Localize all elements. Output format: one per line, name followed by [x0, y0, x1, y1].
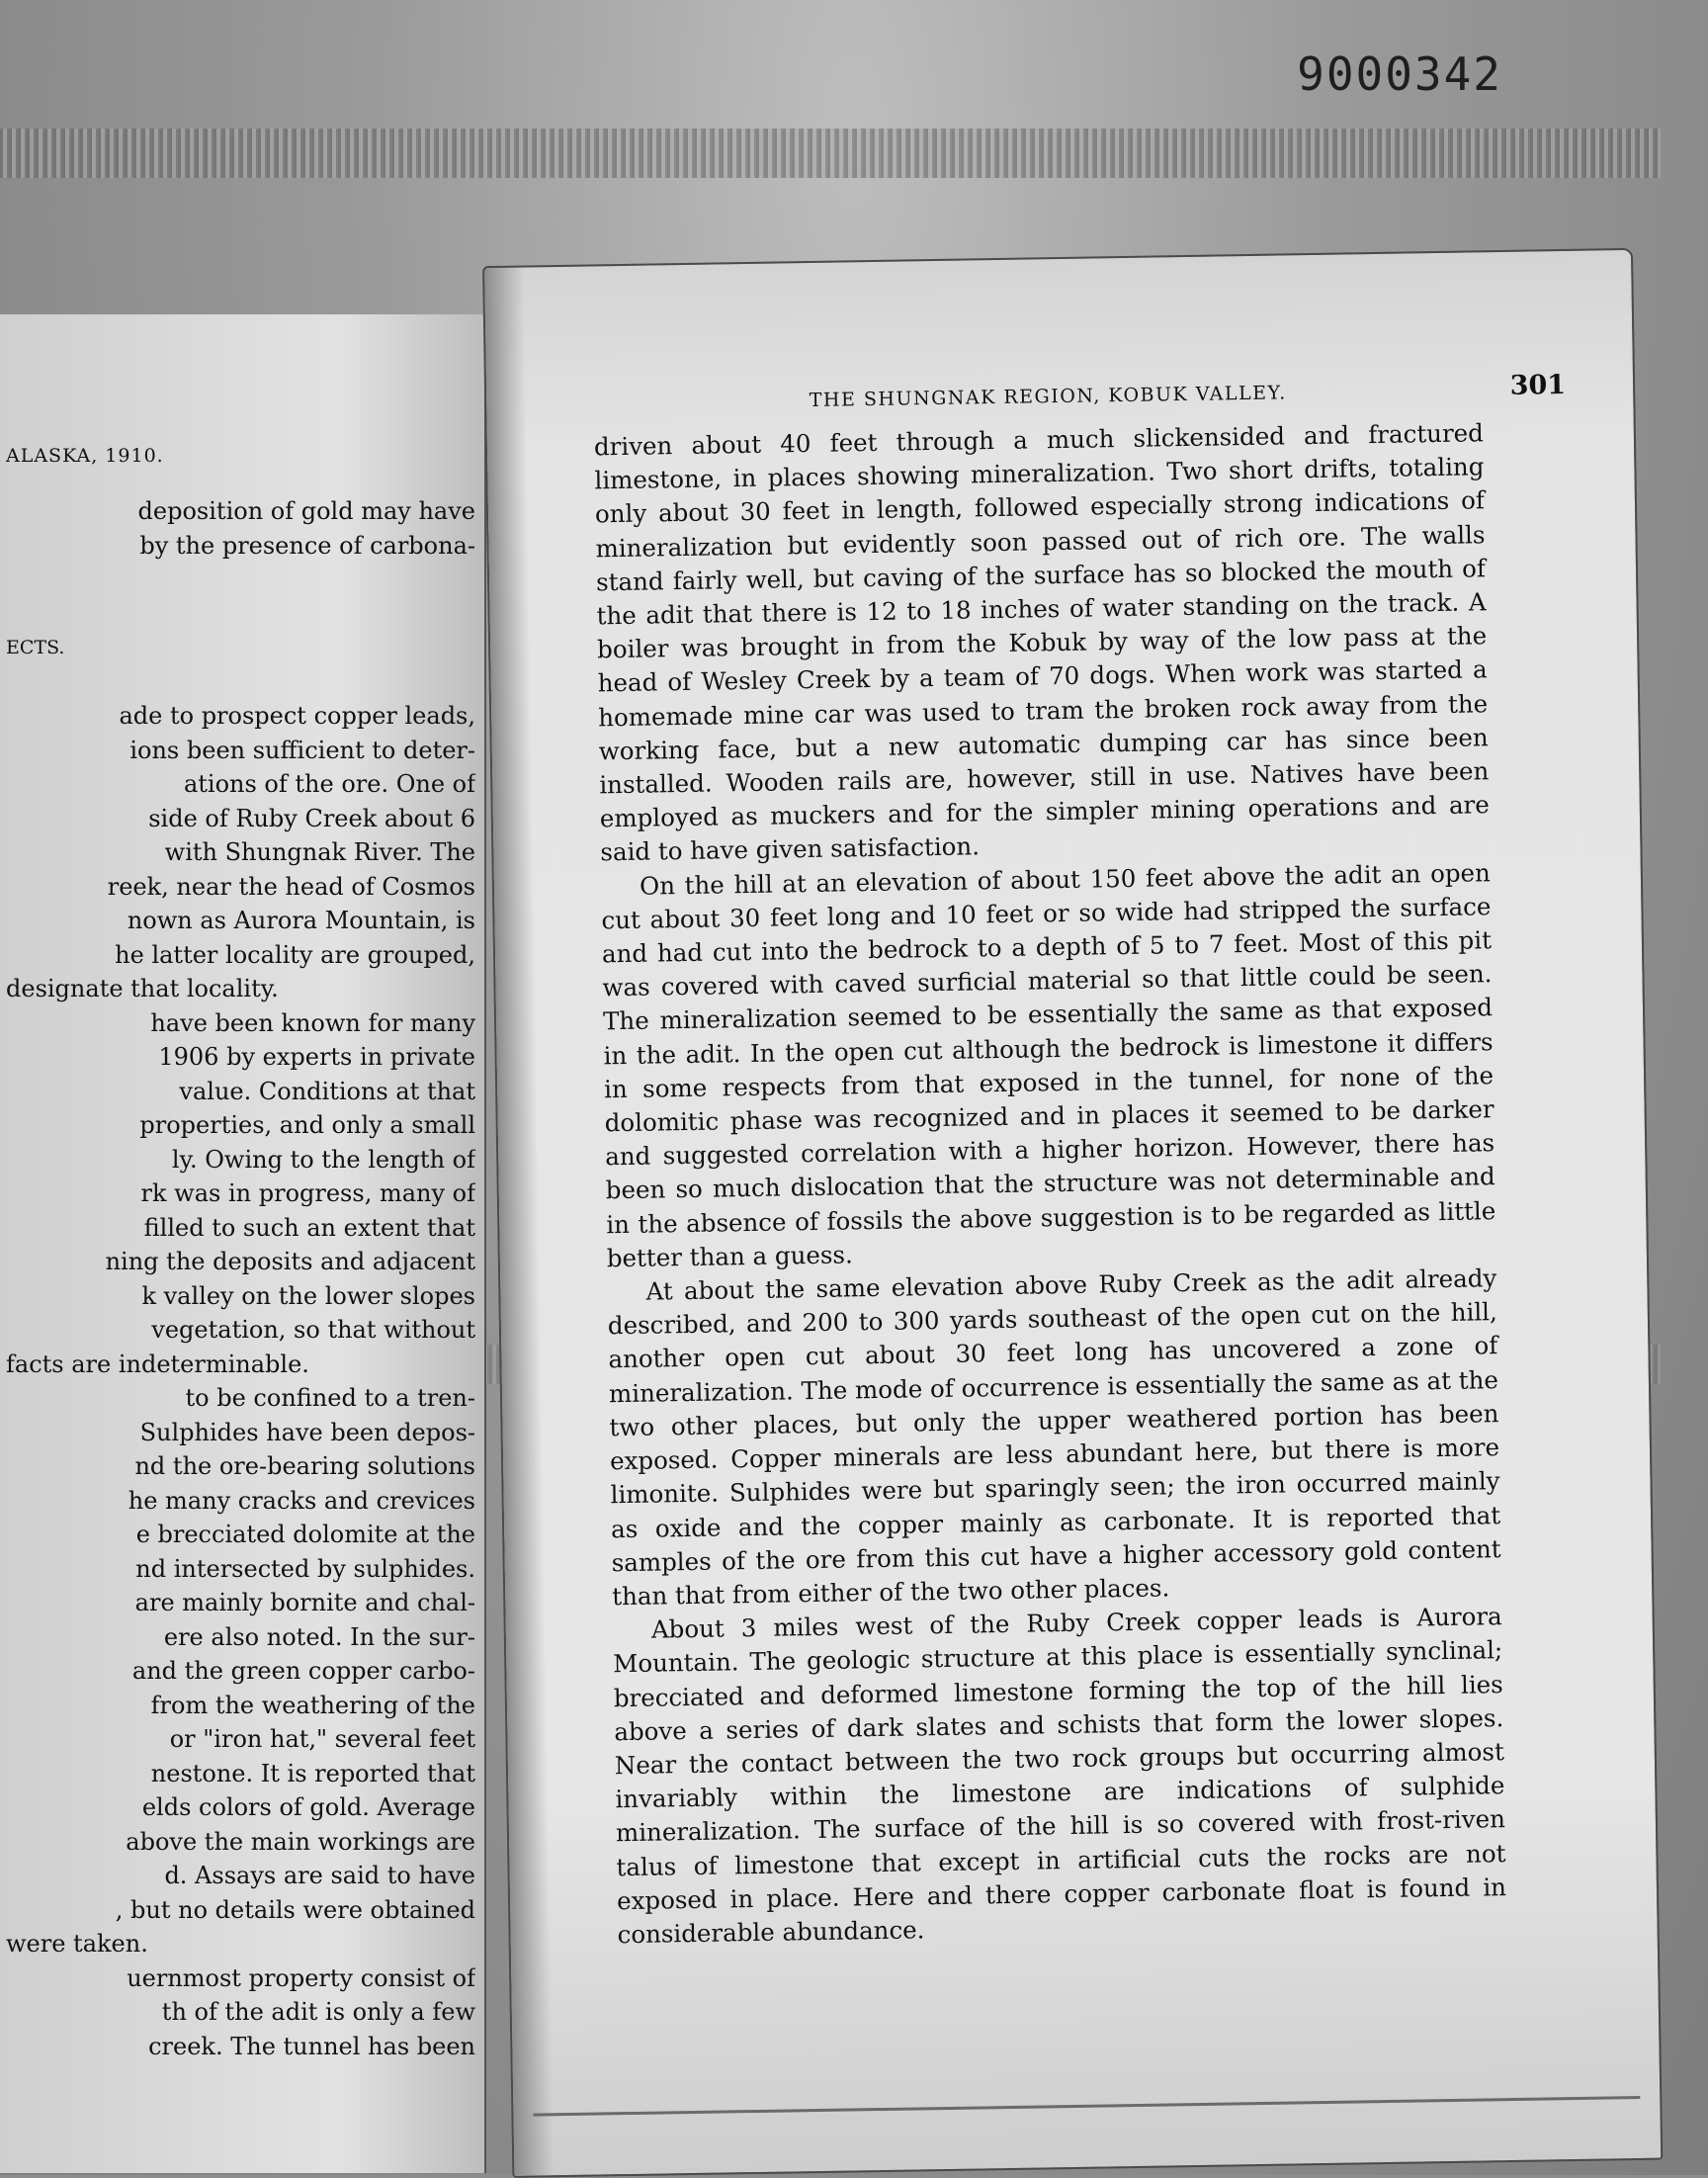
page-edge — [533, 2096, 1640, 2117]
text-line — [6, 597, 475, 632]
text-line: from the weathering of the — [150, 1691, 475, 1719]
paragraph: On the hill at an elevation of about 150 feet above the adit an open cut about 30 feet long and 10 feet or so wide had stripped the surface and had cut into the bedrock to a depth of 5 to 7 feet. Most of this pit was covered with caved surficial material so that little could be seen. The mineralization seemed to be essentially the same as that exposed in the adit. In the open cut although the bedrock is limestone it differs in some respects from that exposed in the tunnel, for none of the dolomitic phase was recognized and in places it seemed to be darker and suggested correlation with a higher horizon. However, there has been so much dislocation that the structure was not determinable and in the absence of fossils the above suggestion is to be regarded as little better than a guess. — [601, 857, 1496, 1273]
paragraph: At about the same elevation above Ruby Creek as the adit already described, and 200 to 300 yards southeast of the open cut on the hill, another open cut about 30 feet long has uncovered a zone of mineralization. The mode of occurrence is essentially the same as at the two other places, but only the upper weathered portion has been exposed. Copper minerals are less abundant here, but there is more limonite. Sulphides were but sparingly seen; the iron occurred mainly as oxide and the copper mainly as carbonate. It is reported that samples of the ore from this cut have a higher accessory gold content than that from either of the two other places. — [607, 1263, 1501, 1612]
text-line: 1906 by experts in private — [158, 1043, 475, 1071]
text-line: value. Conditions at that — [179, 1077, 475, 1105]
text-line: rk was in progress, many of — [140, 1179, 475, 1207]
text-line: with Shungnak River. The — [164, 838, 475, 866]
text-line: nown as Aurora Mountain, is — [127, 907, 475, 934]
text-line: Sulphides have been depos- — [139, 1418, 475, 1446]
left-page-text — [6, 494, 475, 2063]
text-line: reek, near the head of Cosmos — [107, 872, 475, 901]
text-line: ECTS. — [6, 637, 65, 658]
text-line — [6, 563, 475, 597]
text-line: properties, and only a small — [139, 1111, 475, 1139]
text-line: nestone. It is reported that — [150, 1759, 475, 1787]
text-line: ade to prospect copper leads, — [119, 702, 475, 730]
paragraph: About 3 miles west of the Ruby Creek copper leads is Aurora Mountain. The geologic structure at this place is essentially synclinal; brecciated and deformed limestone forming the top of the hill lies above a series of dark slates and schists that form the lower slopes. Near the contact between the two rock groups but occurring almost invariably within the limestone are indications of sulphide mineralization. The surface of the hill is so covered with frost-riven talus of limestone that except in artificial cuts the rocks are not exposed in place. Here and there copper carbonate float is found in considerable abundance. — [613, 1602, 1507, 1950]
right-page — [482, 248, 1663, 2178]
text-line: filled to such an extent that — [143, 1213, 475, 1242]
text-line: and the green copper carbo- — [131, 1657, 475, 1685]
text-line: ly. Owing to the length of — [171, 1145, 475, 1174]
text-line: designate that locality. — [6, 975, 279, 1002]
left-running-head: ALASKA, 1910. — [6, 445, 164, 467]
text-line: e brecciated dolomite at the — [135, 1521, 475, 1548]
scan-smear — [0, 129, 1661, 178]
text-line: were taken. — [6, 1930, 148, 1958]
text-line: he latter locality are grouped, — [115, 940, 475, 969]
text-line: deposition of gold may have — [137, 497, 475, 525]
right-page-body — [594, 416, 1507, 1952]
text-line: uernmost property consist of — [127, 1963, 475, 1992]
text-line: creek. The tunnel has been — [148, 2032, 475, 2060]
text-line: nd the ore-bearing solutions — [134, 1452, 475, 1480]
text-line: are mainly bornite and chal- — [134, 1589, 475, 1616]
paragraph: driven about 40 feet through a much slickensided and fractured limestone, in places showing mineralization. Two short drifts, totaling only about 30 feet in length, followed especially strong indications of mineralization but evidently soon passed out of rich ore. The walls stand fairly well, but caving of the surface has so blocked the mouth of the adit that there is 12 to 18 inches of water standing on the track. A boiler was brought in from the Kobuk by way of the low pass at the head of Wesley Creek by a team of 70 dogs. When work was started a homemade mine car was used to tram the broken rock away from the working face, but a new automatic dumping car has since been installed. Wooden rails are, however, still in use. Natives have been employed as muckers and for the simpler mining operations and are said to have given satisfaction. — [593, 418, 1490, 867]
text-line: th of the adit is only a few — [161, 1998, 475, 2026]
text-line: ere also noted. In the sur- — [163, 1622, 475, 1651]
text-line: nd intersected by sulphides. — [135, 1554, 475, 1583]
text-line: ations of the ore. One of — [183, 770, 475, 798]
text-line: vegetation, so that without — [151, 1316, 475, 1344]
text-line: ning the deposits and adjacent — [105, 1248, 475, 1275]
text-line: he many cracks and crevices — [128, 1486, 475, 1515]
text-line: k valley on the lower slopes — [141, 1281, 475, 1310]
page-number: 301 — [1509, 369, 1567, 401]
text-line: ions been sufficient to deter- — [129, 736, 475, 764]
text-line: d. Assays are said to have — [164, 1862, 475, 1889]
text-line: to be confined to a tren- — [185, 1384, 475, 1412]
text-line: elds colors of gold. Average — [141, 1793, 475, 1821]
text-line: by the presence of carbona- — [139, 531, 475, 560]
document-number: 9000342 — [1297, 47, 1502, 101]
right-running-head: THE SHUNGNAK REGION, KOBUK VALLEY. — [809, 382, 1287, 411]
text-line — [6, 665, 475, 700]
text-line: side of Ruby Creek about 6 — [148, 804, 475, 832]
text-line: or "iron hat," several feet — [169, 1725, 475, 1753]
text-line: above the main workings are — [126, 1827, 475, 1856]
text-line: have been known for many — [150, 1008, 475, 1037]
text-line: facts are indeterminable. — [6, 1350, 309, 1378]
left-page — [0, 314, 486, 2173]
text-line: , but no details were obtained — [115, 1895, 475, 1924]
